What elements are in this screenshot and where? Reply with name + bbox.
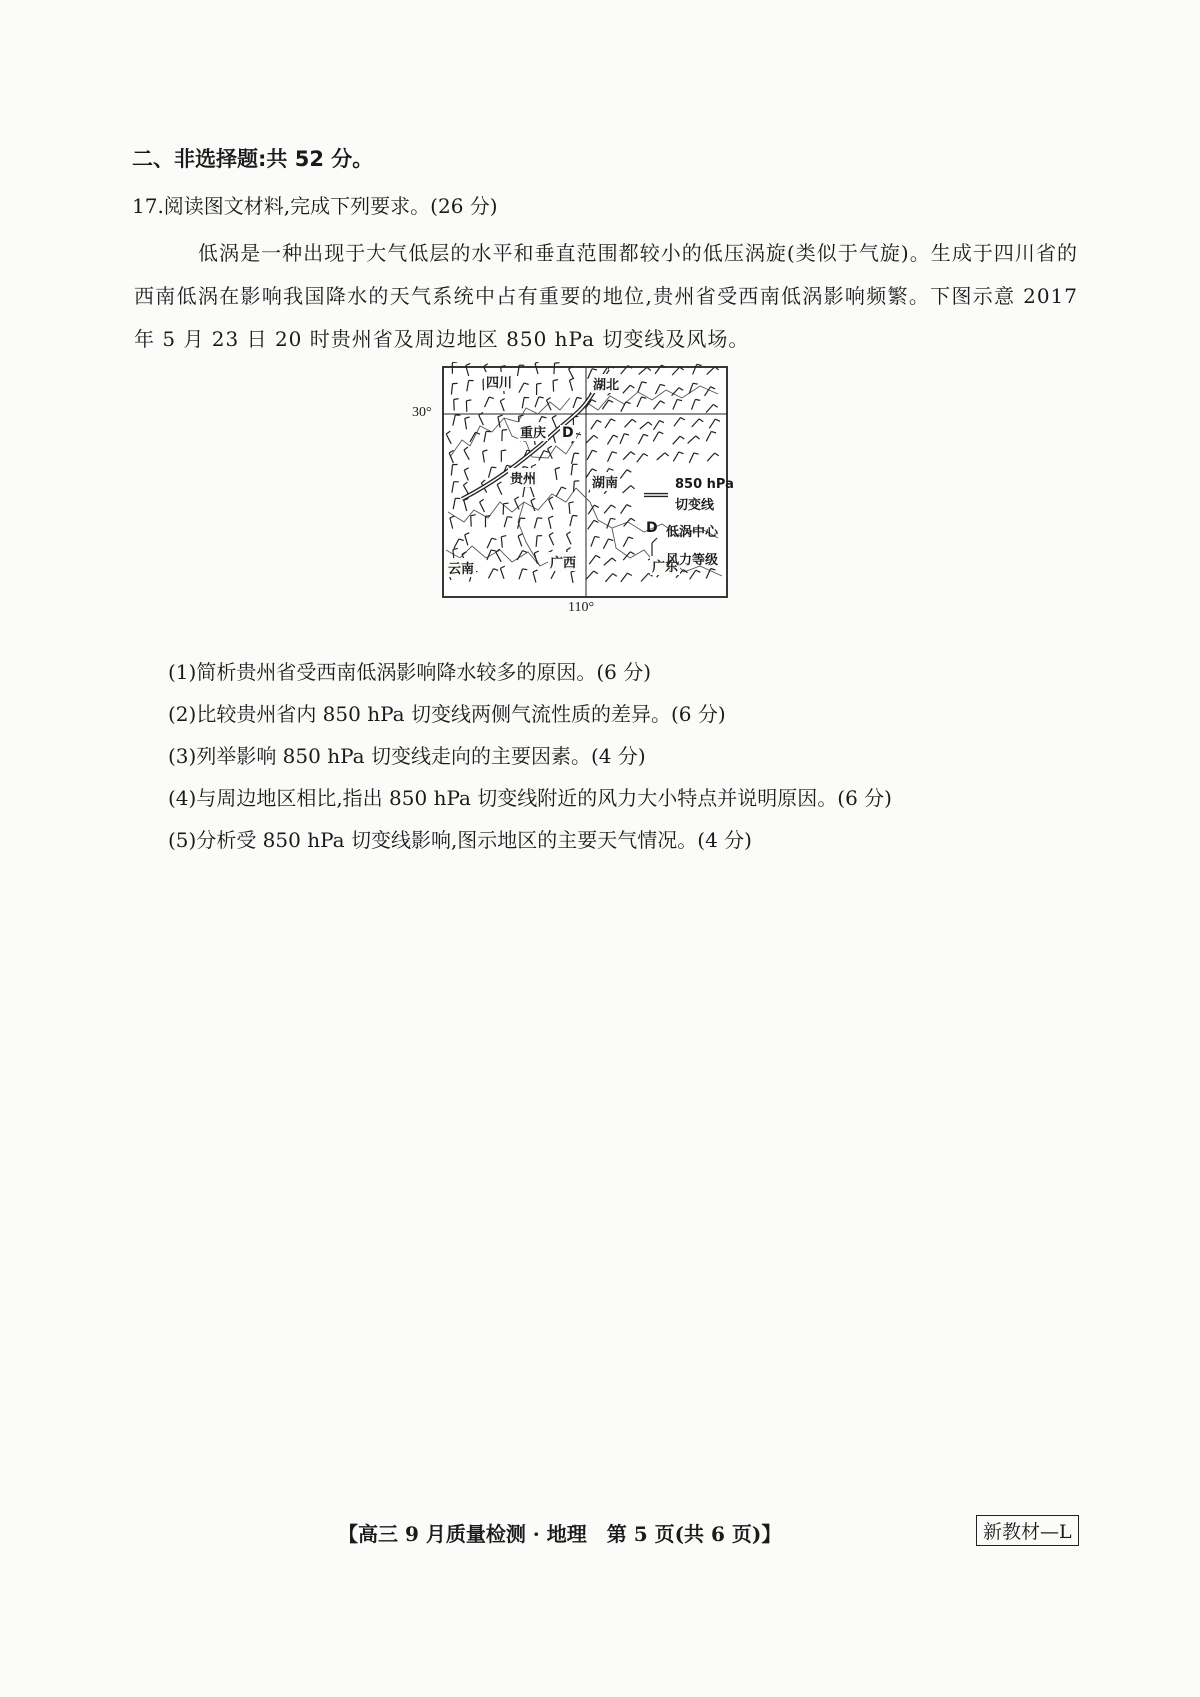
weather-map-figure [400,362,820,642]
subquestion-2: (2)比较贵州省内 850 hPa 切变线两侧气流性质的差异。(6 分) [168,702,726,726]
weather-map [400,362,820,642]
wind-barb-feather [466,363,471,365]
legend-shear-line-label-1: 850 hPa [675,477,734,492]
legend-wind-label: 风力等级 [666,553,719,568]
wind-barb [471,516,472,527]
label-sichuan: 四川 [484,372,514,391]
subquestion-1: (1)简析贵州省受西南低涡影响降水较多的原因。(6 分) [168,660,652,684]
label-guangdong: 广东 [650,556,680,575]
subquestion-3: (3)列举影响 850 hPa 切变线走向的主要因素。(4 分) [168,744,646,768]
wind-barb-feather [537,518,542,519]
wind-barb-feather [520,518,525,519]
section-title: 二、非选择题:共 52 分。 [132,147,374,171]
vortex-center-marker: D [562,425,574,441]
wind-barb-feather [535,362,540,363]
wind-barb-feather [491,467,496,468]
wind-barb-feather [504,503,509,504]
edition-badge: 新教材—L [976,1515,1079,1546]
wind-barb-feather [537,383,542,384]
label-hunan: 湖南 [590,472,620,491]
wind-barb-feather [522,569,527,570]
longitude-label: 110° [568,600,595,615]
wind-barb [454,400,455,411]
material-paragraph: 低涡是一种出现于大气低层的水平和垂直范围都较小的低压涡旋(类似于气旋)。生成于四川省的西南低涡在影响我国降水的天气系统中占有重要的地位,贵州省受西南低涡影响频繁。下图示意 2017 年 5 月 23 日 20 时贵州省及周边地区 850 hPa 切变线及风场。 [134,241,1078,351]
legend-vortex-symbol: D [646,520,658,536]
wind-barb-feather [697,364,702,365]
label-hubei: 湖北 [591,374,621,393]
subquestion-4: (4)与周边地区相比,指出 850 hPa 切变线附近的风力大小特点并说明原因。(6 分) [168,786,892,810]
wind-barb [554,363,555,374]
legend-shear-line-label-2: 切变线 [675,498,715,513]
question-title: 17.阅读图文材料,完成下列要求。(26 分) [132,194,498,218]
label-guizhou: 贵州 [508,468,538,487]
wind-barb [553,381,554,392]
label-guangxi: 广西 [548,552,578,571]
wind-barb-feather [486,516,491,517]
wind-barb-feather [502,430,507,431]
subquestion-5: (5)分析受 850 hPa 切变线影响,图示地区的主要天气情况。(4 分) [168,828,752,852]
legend-vortex-label: 低涡中心 [666,525,719,540]
label-yunnan: 云南 [446,558,476,577]
wind-barb-feather [501,450,506,451]
label-chongqing: 重庆 [518,422,548,441]
wind-barb-feather [452,362,457,363]
wind-barb [574,481,575,492]
page-footer: 【高三 9 月质量检测 · 地理 第 5 页(共 6 页)】 [338,1522,782,1546]
wind-barb-feather [507,517,512,518]
latitude-label: 30° [412,405,432,420]
